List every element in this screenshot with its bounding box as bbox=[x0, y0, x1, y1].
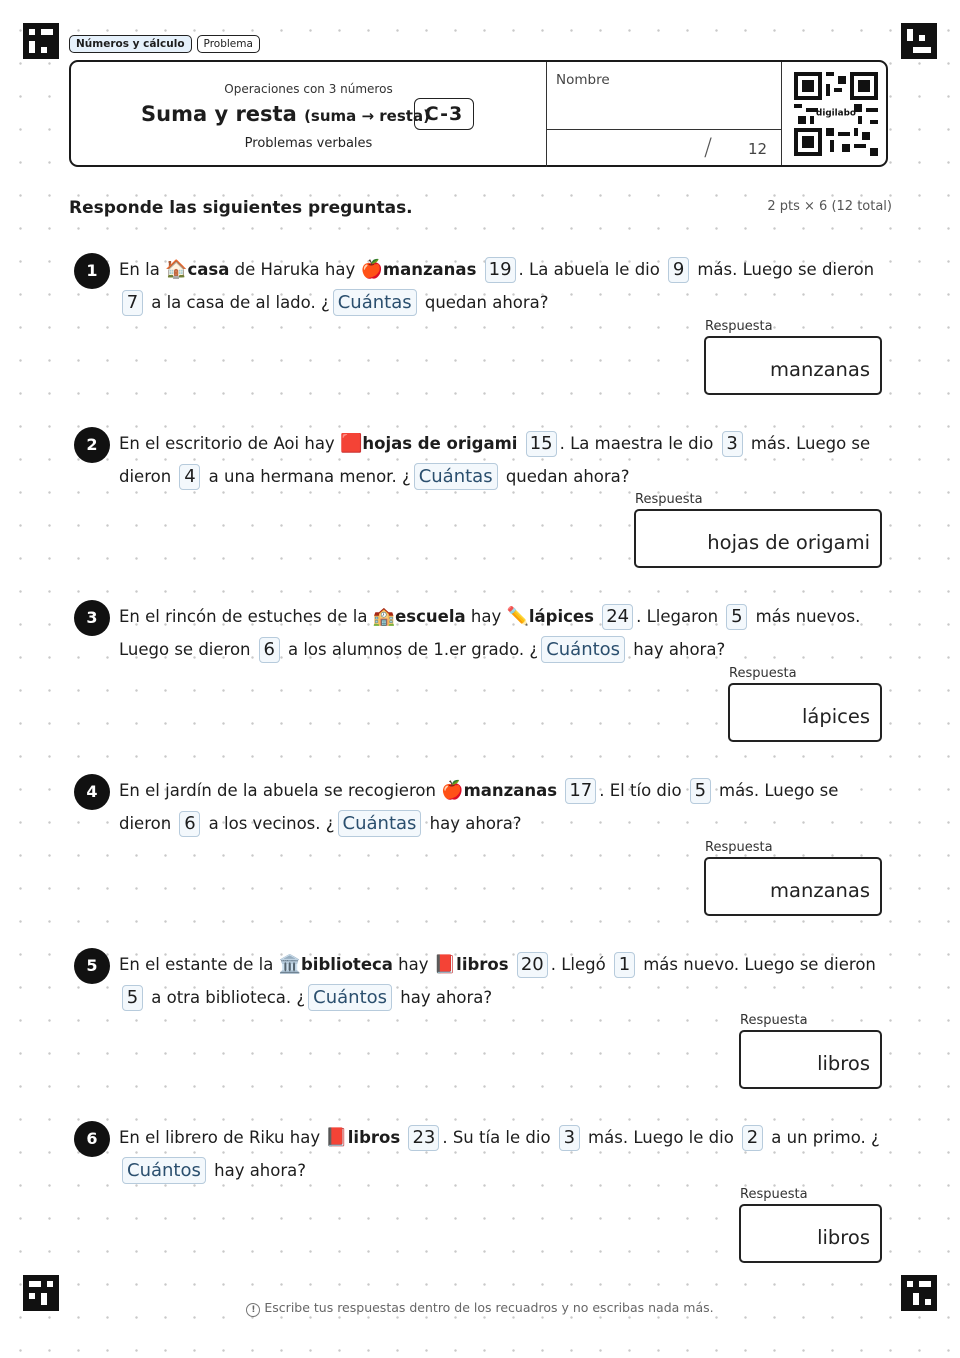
number-box: 17 bbox=[565, 778, 596, 804]
item-word: biblioteca bbox=[301, 955, 393, 974]
name-field[interactable] bbox=[546, 62, 782, 130]
text-segment: hay ahora? bbox=[424, 814, 522, 833]
score-total: 12 bbox=[748, 140, 768, 158]
number-box: 2 bbox=[742, 1125, 763, 1151]
text-segment: quedan ahora? bbox=[500, 467, 630, 486]
worksheet-type: Problemas verbales bbox=[244, 136, 373, 151]
number-box: 20 bbox=[517, 952, 548, 978]
question-number: 5 bbox=[74, 948, 110, 984]
number-box: 19 bbox=[485, 257, 516, 283]
worksheet-code: C-3 bbox=[414, 98, 474, 130]
text-segment: . Llegó bbox=[550, 955, 611, 974]
text-segment: más nuevos. Luego se dieron bbox=[119, 607, 861, 659]
number-box: 5 bbox=[122, 985, 143, 1011]
instructions: Responde las siguientes preguntas. bbox=[69, 198, 413, 218]
number-box: 1 bbox=[614, 952, 635, 978]
text-segment: de Haruka hay bbox=[229, 260, 361, 279]
question-text bbox=[119, 1121, 889, 1187]
question-text bbox=[119, 427, 889, 493]
answer-label: Respuesta bbox=[740, 1013, 808, 1028]
number-box: 9 bbox=[668, 257, 689, 283]
category-tags bbox=[69, 35, 260, 53]
item-word: hojas de origami bbox=[362, 434, 518, 453]
answer-box-1[interactable] bbox=[704, 336, 882, 395]
text-segment: En el jardín de la abuela se recogieron bbox=[119, 781, 442, 800]
question-text bbox=[119, 253, 889, 319]
question-number: 6 bbox=[74, 1121, 110, 1157]
number-box: 23 bbox=[408, 1125, 439, 1151]
text-segment: hay bbox=[465, 607, 507, 626]
item-word: libros bbox=[456, 955, 509, 974]
number-box: 15 bbox=[526, 431, 557, 457]
name-label: Nombre bbox=[556, 72, 610, 88]
answer-unit: hojas de origami bbox=[707, 531, 870, 554]
answer-box-3[interactable] bbox=[728, 683, 882, 742]
text-segment: hay ahora? bbox=[395, 988, 493, 1007]
qr-label: digilabo bbox=[816, 108, 856, 119]
question-text bbox=[119, 948, 889, 1014]
text-segment: más. Luego se dieron bbox=[692, 260, 875, 279]
qr-code-icon bbox=[794, 72, 878, 156]
answer-label: Respuesta bbox=[705, 319, 773, 334]
title-main: Suma y resta bbox=[141, 102, 297, 126]
answer-box-5[interactable] bbox=[739, 1030, 882, 1089]
footer-note bbox=[0, 1300, 960, 1317]
house-icon: 🏠 bbox=[165, 259, 188, 280]
number-box: 5 bbox=[726, 604, 747, 630]
text-segment: . El tío dio bbox=[599, 781, 687, 800]
text-segment: a la casa de al lado. ¿ bbox=[146, 293, 330, 312]
text-segment: En el escritorio de Aoi hay bbox=[119, 434, 340, 453]
points-info: 2 pts × 6 (12 total) bbox=[767, 199, 892, 214]
item-word: escuela bbox=[395, 607, 466, 626]
text-segment: a un primo. ¿ bbox=[766, 1128, 880, 1147]
question-word: Cuántas bbox=[414, 463, 498, 490]
score-slash: / bbox=[704, 133, 713, 161]
answer-label: Respuesta bbox=[705, 840, 773, 855]
number-box: 4 bbox=[179, 464, 200, 490]
pencil-icon: ✏️ bbox=[506, 606, 529, 627]
answer-label: Respuesta bbox=[635, 492, 703, 507]
text-segment: a los alumnos de 1.er grado. ¿ bbox=[282, 640, 539, 659]
answer-unit: lápices bbox=[801, 705, 870, 728]
answer-box-4[interactable] bbox=[704, 857, 882, 916]
tag-type: Problema bbox=[197, 35, 260, 53]
text-segment: En la bbox=[119, 260, 166, 279]
question-word: Cuántos bbox=[122, 1157, 206, 1184]
info-icon: ! bbox=[246, 1303, 260, 1317]
corner-marker-top-left bbox=[23, 23, 59, 59]
text-segment: En el librero de Riku hay bbox=[119, 1128, 326, 1147]
question-text bbox=[119, 600, 889, 666]
question-number: 2 bbox=[74, 427, 110, 463]
text-segment: . La maestra le dio bbox=[559, 434, 719, 453]
question-number: 3 bbox=[74, 600, 110, 636]
number-box: 7 bbox=[122, 290, 143, 316]
worksheet-header bbox=[69, 60, 888, 167]
question-word: Cuántos bbox=[308, 984, 392, 1011]
text-segment: más nuevo. Luego se dieron bbox=[637, 955, 876, 974]
text-segment: En el estante de la bbox=[119, 955, 279, 974]
answer-unit: manzanas bbox=[770, 879, 870, 902]
apple-icon: 🍎 bbox=[441, 780, 464, 801]
item-word: manzanas bbox=[463, 781, 558, 800]
text-segment: . La abuela le dio bbox=[518, 260, 666, 279]
worksheet-subtitle: Operaciones con 3 números bbox=[224, 82, 393, 96]
text-segment: quedan ahora? bbox=[419, 293, 549, 312]
item-word: libros bbox=[347, 1128, 401, 1147]
text-segment: . Su tía le dio bbox=[442, 1128, 556, 1147]
text-segment: a una hermana menor. ¿ bbox=[203, 467, 411, 486]
text-segment: . Llegaron bbox=[636, 607, 724, 626]
answer-label: Respuesta bbox=[740, 1187, 808, 1202]
answer-box-2[interactable] bbox=[634, 509, 882, 568]
answer-unit: manzanas bbox=[770, 358, 870, 381]
item-word: lápices bbox=[528, 607, 594, 626]
origami-paper-icon: 🟥 bbox=[339, 433, 363, 454]
question-word: Cuántas bbox=[338, 810, 422, 837]
apple-icon: 🍎 bbox=[360, 259, 383, 280]
answer-unit: libros bbox=[817, 1052, 870, 1075]
text-segment: En el rincón de estuches de la bbox=[119, 607, 373, 626]
number-box: 6 bbox=[179, 811, 200, 837]
title-paren: (suma → resta) bbox=[304, 107, 430, 125]
tag-category: Números y cálculo bbox=[69, 35, 192, 53]
question-number: 1 bbox=[74, 253, 110, 289]
text-segment: más. Luego se dieron bbox=[119, 781, 839, 833]
title-block bbox=[71, 62, 546, 165]
text-segment: a otra biblioteca. ¿ bbox=[146, 988, 306, 1007]
item-word: casa bbox=[187, 260, 230, 279]
school-icon: 🏫 bbox=[372, 606, 396, 627]
number-box: 3 bbox=[559, 1125, 580, 1151]
item-word: manzanas bbox=[382, 260, 477, 279]
text-segment: hay ahora? bbox=[208, 1161, 307, 1180]
number-box: 6 bbox=[259, 637, 280, 663]
answer-unit: libros bbox=[817, 1226, 870, 1249]
number-box: 5 bbox=[690, 778, 711, 804]
text-segment: más. Luego le dio bbox=[582, 1128, 740, 1147]
book-icon: 📕 bbox=[325, 1127, 348, 1148]
answer-label: Respuesta bbox=[729, 666, 797, 681]
worksheet-title bbox=[141, 102, 430, 126]
text-segment: hay bbox=[392, 955, 434, 974]
score-field[interactable] bbox=[546, 129, 782, 167]
text-segment: a los vecinos. ¿ bbox=[203, 814, 335, 833]
footer-text: Escribe tus respuestas dentro de los recuadros y no escribas nada más. bbox=[264, 1300, 714, 1315]
text-segment: más. Luego se dieron bbox=[119, 434, 871, 486]
qr-code-area bbox=[781, 62, 889, 165]
answer-box-6[interactable] bbox=[739, 1204, 882, 1263]
question-text bbox=[119, 774, 889, 840]
number-box: 24 bbox=[602, 604, 633, 630]
library-icon: 🏛️ bbox=[278, 954, 301, 975]
question-word: Cuántas bbox=[333, 289, 417, 316]
number-box: 3 bbox=[722, 431, 743, 457]
text-segment: hay ahora? bbox=[628, 640, 726, 659]
book-icon: 📕 bbox=[433, 954, 457, 975]
question-number: 4 bbox=[74, 774, 110, 810]
question-word: Cuántos bbox=[541, 636, 625, 663]
corner-marker-top-right bbox=[901, 23, 937, 59]
